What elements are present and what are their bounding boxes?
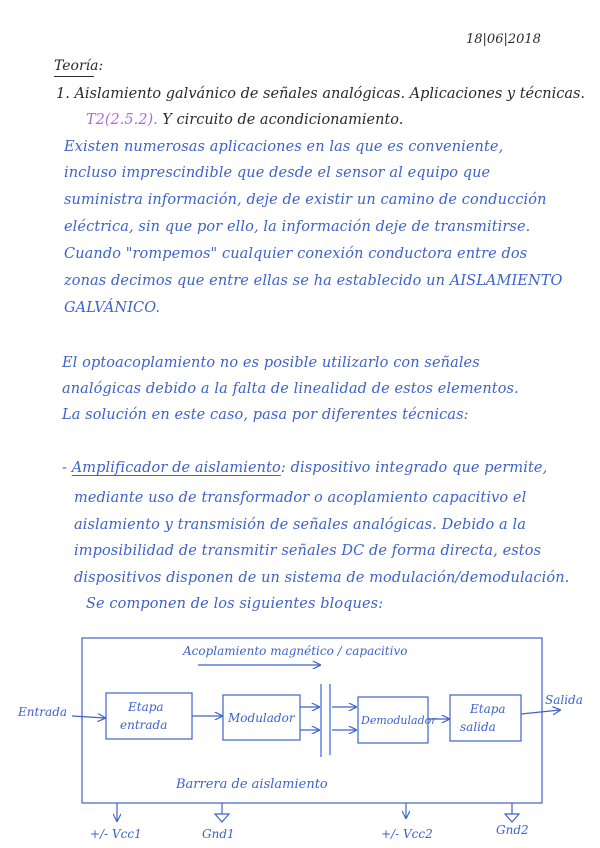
bullet-line: mediante uso de transformador o acoplamiento capacitivo el (74, 490, 527, 506)
block-demodulator-label: Demodulador (361, 714, 437, 727)
paragraph1-line: eléctrica, sin que por ello, la información deje de transmitirse. (64, 219, 531, 235)
paragraph1-line: Cuando "rompemos" cualquier conexión conductora entre dos (64, 246, 528, 262)
bullet-line: imposibilidad de transmitir señales DC de forma directa, estos (74, 543, 542, 559)
paragraph2-line: La solución en este caso, pasa por diferentes técnicas: (62, 407, 469, 423)
topic-reference: T2(2.5.2). (86, 112, 158, 128)
bullet-line: Se componen de los siguientes bloques: (86, 596, 384, 612)
bullet-heading: Amplificador de aislamiento (71, 460, 281, 476)
output-label: Salida (545, 693, 583, 707)
paragraph1-line: zonas decimos que entre ellas se ha establecido un AISLAMIENTO (64, 273, 563, 289)
subtitle-text: Y circuito de acondicionamiento. (162, 112, 404, 128)
bullet-line: aislamiento y transmisión de señales analógicas. Debido a la (74, 517, 526, 533)
paragraph2-line: analógicas debido a la falta de linealidad de estos elementos. (62, 381, 519, 397)
gnd2-symbol (505, 814, 519, 822)
bullet-line: dispositivos disponen de un sistema de modulación/demodulación. (74, 570, 570, 586)
pin-gnd2-label: Gnd2 (496, 823, 529, 837)
output-arrow (521, 710, 560, 714)
pin-vcc1-label: +/- Vcc1 (90, 827, 142, 841)
bullet-dash: - (62, 460, 67, 476)
block-modulator-label: Modulador (228, 711, 295, 725)
input-label: Entrada (18, 705, 68, 719)
pin-vcc2-label: +/- Vcc2 (381, 827, 433, 841)
input-arrow (72, 716, 105, 718)
paragraph1-line: incluso imprescindible que desde el sensor al equipo que (64, 165, 491, 181)
paragraph1-line: GALVÁNICO. (64, 300, 161, 316)
bullet-line1-rest: : dispositivo integrado que permite, (280, 460, 548, 476)
section-title: 1. Aislamiento galvánico de señales analógicas. Aplicaciones y técnicas. (56, 86, 586, 102)
paragraph1-line: Existen numerosas aplicaciones en las que es conveniente, (64, 139, 504, 155)
paragraph2-line: El optoacoplamiento no es posible utilizarlo con señales (62, 355, 480, 371)
barrier-label: Barrera de aislamiento (176, 777, 328, 792)
heading: Teoría: (54, 58, 104, 74)
coupling-label: Acoplamiento magnético / capacitivo (183, 644, 408, 658)
gnd1-symbol (215, 814, 229, 822)
pin-gnd1-label: Gnd1 (202, 827, 235, 841)
block-input-stage-line1: Etapa (128, 700, 164, 714)
block-input-stage-line2: entrada (120, 718, 168, 732)
block-output-stage-line1: Etapa (470, 702, 506, 716)
date: 18|06|2018 (466, 32, 541, 47)
block-output-stage-line2: salida (460, 720, 496, 734)
paragraph1-line: suministra información, deje de existir un camino de conducción (64, 192, 547, 208)
